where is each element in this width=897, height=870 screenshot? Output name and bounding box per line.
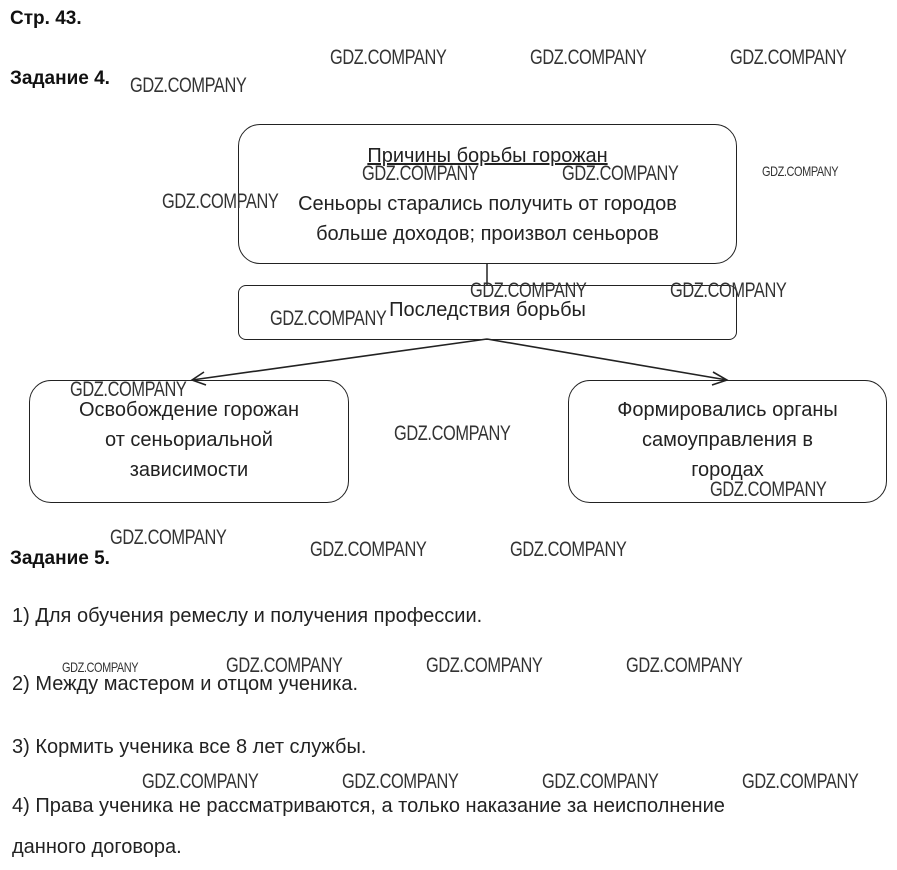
- answer-1: 1) Для обучения ремеслу и получения профессии.: [12, 605, 483, 627]
- left-line3: зависимости: [129, 459, 249, 481]
- consequences-title: Последствия борьбы: [389, 299, 586, 321]
- watermark: GDZ.COMPANY: [342, 770, 459, 793]
- watermark: GDZ.COMPANY: [730, 46, 847, 69]
- watermark: GDZ.COMPANY: [70, 378, 187, 401]
- watermark: GDZ.COMPANY: [470, 279, 587, 302]
- arrow-to-right: [487, 339, 727, 380]
- watermark: GDZ.COMPANY: [710, 478, 827, 501]
- watermark: GDZ.COMPANY: [142, 770, 259, 793]
- watermark: GDZ.COMPANY: [110, 526, 227, 549]
- page-number: Стр. 43.: [10, 8, 82, 29]
- watermark: GDZ.COMPANY: [542, 770, 659, 793]
- watermark: GDZ.COMPANY: [670, 279, 787, 302]
- watermark: GDZ.COMPANY: [62, 659, 139, 675]
- arrow-to-left: [192, 339, 487, 380]
- causes-text-line2: больше доходов; произвол сеньоров: [316, 223, 659, 245]
- right-line3: городах: [691, 459, 764, 481]
- answer-4-line2: данного договора.: [12, 836, 182, 858]
- answer-2: 2) Между мастером и отцом ученика.: [12, 673, 359, 695]
- watermark: GDZ.COMPANY: [762, 163, 839, 179]
- watermark: GDZ.COMPANY: [310, 538, 427, 561]
- right-line2: самоуправления в: [641, 429, 814, 451]
- left-line1: Освобождение горожан: [78, 399, 300, 421]
- watermark: GDZ.COMPANY: [562, 162, 679, 185]
- causes-title: Причины борьбы горожан: [367, 145, 608, 167]
- watermark: GDZ.COMPANY: [162, 190, 279, 213]
- watermark: GDZ.COMPANY: [362, 162, 479, 185]
- answer-3: 3) Кормить ученика все 8 лет службы.: [12, 736, 367, 758]
- watermark: GDZ.COMPANY: [626, 654, 743, 677]
- task-4-heading: Задание 4.: [10, 68, 110, 89]
- watermark: GDZ.COMPANY: [426, 654, 543, 677]
- causes-box: [238, 124, 737, 264]
- watermark: GDZ.COMPANY: [330, 46, 447, 69]
- right-line1: Формировались органы: [617, 399, 838, 421]
- watermark: GDZ.COMPANY: [510, 538, 627, 561]
- watermark: GDZ.COMPANY: [130, 74, 247, 97]
- answer-4-line1: 4) Права ученика не рассматриваются, а только наказание за неисполнение: [12, 795, 725, 817]
- watermark: GDZ.COMPANY: [270, 307, 387, 330]
- watermark: GDZ.COMPANY: [394, 422, 511, 445]
- watermark: GDZ.COMPANY: [742, 770, 859, 793]
- watermark: GDZ.COMPANY: [226, 654, 343, 677]
- left-line2: от сеньориальной: [105, 429, 273, 451]
- task-5-heading: Задание 5.: [10, 548, 110, 569]
- causes-text-line1: Сеньоры старались получить от городов: [298, 193, 677, 215]
- watermark: GDZ.COMPANY: [530, 46, 647, 69]
